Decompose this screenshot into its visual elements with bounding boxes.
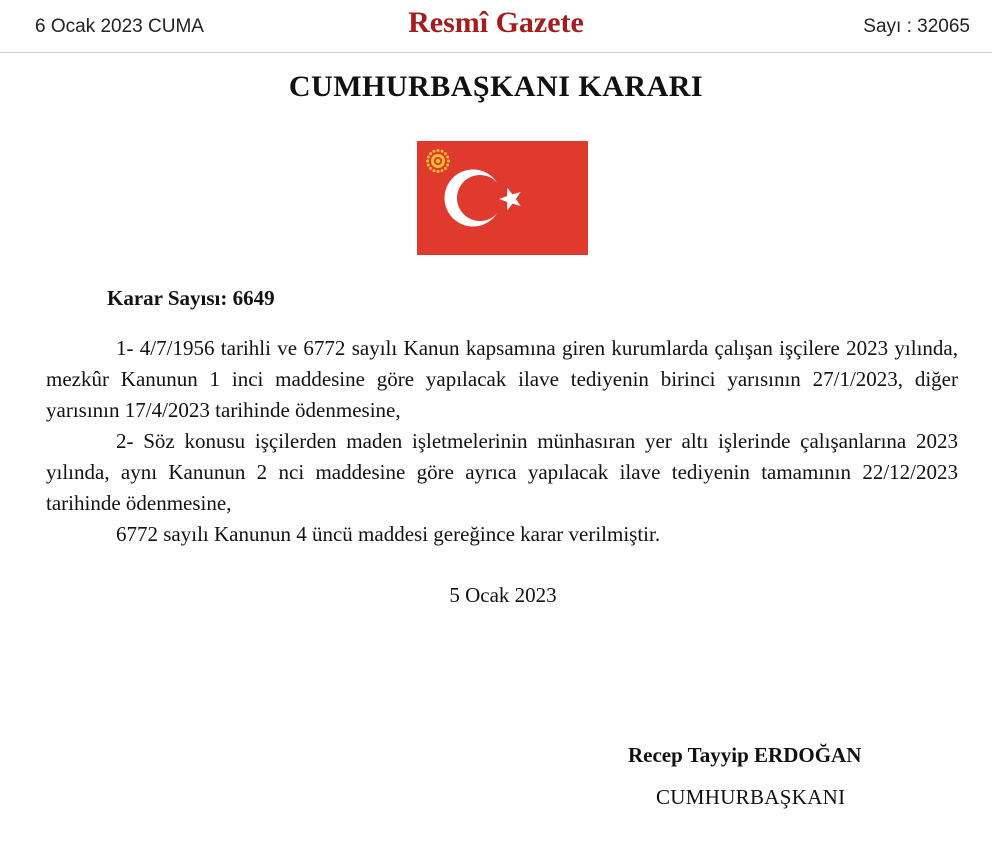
seal-star-icon	[429, 152, 432, 155]
seal-star-icon	[432, 150, 435, 153]
signer-name: Recep Tayyip ERDOĞAN	[628, 743, 862, 767]
seal-star-icon	[441, 169, 444, 172]
decree-closing: 6772 sayılı Kanunun 4 üncü maddesi gereğince karar verilmiştir.	[116, 522, 661, 546]
signing-date: 5 Ocak 2023	[449, 583, 557, 607]
seal-star-icon	[437, 170, 440, 173]
issue-number: Sayı : 32065	[863, 16, 970, 37]
seal-star-icon	[446, 164, 449, 167]
decree-article-2: 2- Söz konusu işçilerden maden işletmelerinin münhasıran yer altı işlerinde çalışanlarına 2023 yılında, aynı Kanunun 2 nci maddesine göre ayrıca yapılacak ilave tediyenin tamamının 22/12/2023 tarihinde ödenmesine,	[46, 429, 958, 515]
seal-star-icon	[441, 150, 444, 153]
gazette-header	[0, 0, 992, 53]
seal-star-icon	[427, 155, 430, 158]
decree-number: Karar Sayısı: 6649	[107, 286, 275, 310]
decree-article-1: 1- 4/7/1956 tarihli ve 6772 sayılı Kanun kapsamına giren kurumlarda çalışan işçilere 2023 yılında, mezkûr Kanunun 1 inci maddesine göre yapılacak ilave tediyenin birinci yarısının 27/1/2023, diğer yarısının 17/4/2023 tarihinde ödenmesine,	[46, 336, 958, 422]
decree-body	[46, 333, 958, 550]
issue-date: 6 Ocak 2023 CUMA	[35, 16, 204, 37]
seal-star-icon	[446, 155, 449, 158]
signer-title: CUMHURBAŞKANI	[656, 785, 846, 809]
seal-star-icon	[426, 160, 429, 163]
turkish-flag-icon	[417, 141, 588, 255]
seal-star-icon	[444, 167, 447, 170]
seal-star-icon	[437, 149, 440, 152]
seal-star-icon	[444, 152, 447, 155]
decree-title: CUMHURBAŞKANI KARARI	[288, 70, 704, 103]
gazette-title: Resmî Gazete	[408, 6, 584, 39]
seal-star-icon	[429, 167, 432, 170]
seal-star-icon	[447, 160, 450, 163]
seal-star-icon	[427, 164, 430, 167]
seal-star-icon	[432, 169, 435, 172]
